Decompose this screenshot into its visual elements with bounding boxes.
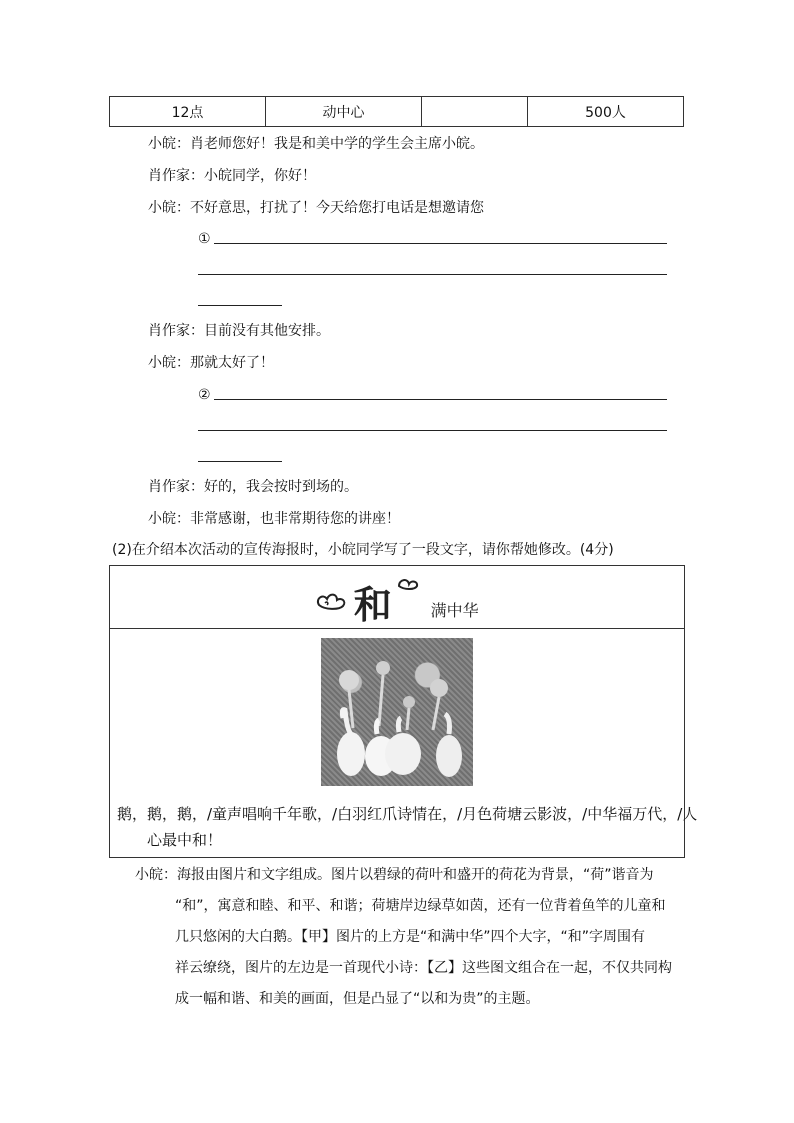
dialogue-line: 肖作家：小皖同学，你好！: [148, 168, 316, 184]
passage-line: 几只悠闲的大白鹅。【甲】图片的上方是“和满中华”四个大字，“和”字周围有: [175, 929, 646, 945]
dialogue-line: 肖作家：好的，我会按时到场的。: [148, 479, 358, 495]
passage-line: 祥云缭绕，图片的左边是一首现代小诗：【乙】这些图文组合在一起，不仅共同构: [175, 960, 672, 976]
answer-blank-1c[interactable]: [198, 305, 282, 306]
passage-line: 成一幅和谐、和美的画面，但是凸显了“以和为贵”的主题。: [175, 991, 540, 1007]
poster-heading: [110, 574, 684, 629]
answer-blank-2b[interactable]: [198, 430, 667, 431]
dialogue-line: 小皖：非常感谢，也非常期待您的讲座！: [148, 511, 400, 527]
schedule-cell-count: 500人: [585, 104, 626, 121]
poster-image-lotus-geese: [321, 638, 473, 786]
schedule-table-row: [109, 96, 684, 127]
answer-blank-2c[interactable]: [198, 461, 282, 462]
schedule-cell-place: 动中心: [266, 97, 422, 126]
poster-poem-line: 鹅，鹅，鹅，/童声唱响千年歌，/白羽红爪诗情在，/月色荷塘云影波，/中华福万代，/人: [117, 805, 698, 823]
lotus-geese-illustration: [321, 638, 473, 786]
passage-line: “和”，寓意和睦、和平、和谐；荷塘岸边绿草如茵，还有一位背着鱼竿的儿童和: [175, 898, 666, 914]
answer-blank-1b[interactable]: [198, 274, 667, 275]
poster-box: [109, 565, 698, 858]
poster-poem: [117, 801, 697, 853]
passage-line: 小皖：海报由图片和文字组成。图片以碧绿的荷叶和盛开的荷花为背景，“荷”谐音为: [135, 867, 654, 883]
blank-marker-1: ①: [198, 231, 211, 247]
poster-title-bar: [110, 566, 684, 629]
dialogue-line: 小皖：那就太好了！: [148, 355, 274, 371]
answer-blank-2a[interactable]: [214, 399, 667, 400]
schedule-cell-time: 12点: [110, 97, 266, 126]
schedule-cell-empty: [422, 97, 528, 126]
answer-blank-1a[interactable]: [214, 243, 667, 244]
cloud-swirl-icon: [315, 589, 349, 615]
poster-poem-line: 心最中和！: [147, 831, 223, 849]
dialogue-line: 小皖：肖老师您好！我是和美中学的学生会主席小皖。: [148, 136, 484, 152]
poster-title-big: 和: [353, 582, 392, 627]
poster-title-small: 满中华: [430, 600, 479, 620]
dialogue-line: 肖作家：目前没有其他安排。: [148, 323, 330, 339]
blank-marker-2: ②: [198, 387, 211, 403]
cloud-swirl-icon: [396, 574, 422, 596]
dialogue-line: 小皖：不好意思，打扰了！今天给您打电话是想邀请您: [148, 200, 484, 216]
question-2: (2)在介绍本次活动的宣传海报时，小皖同学写了一段文字，请你帮她修改。(4分): [112, 542, 614, 558]
